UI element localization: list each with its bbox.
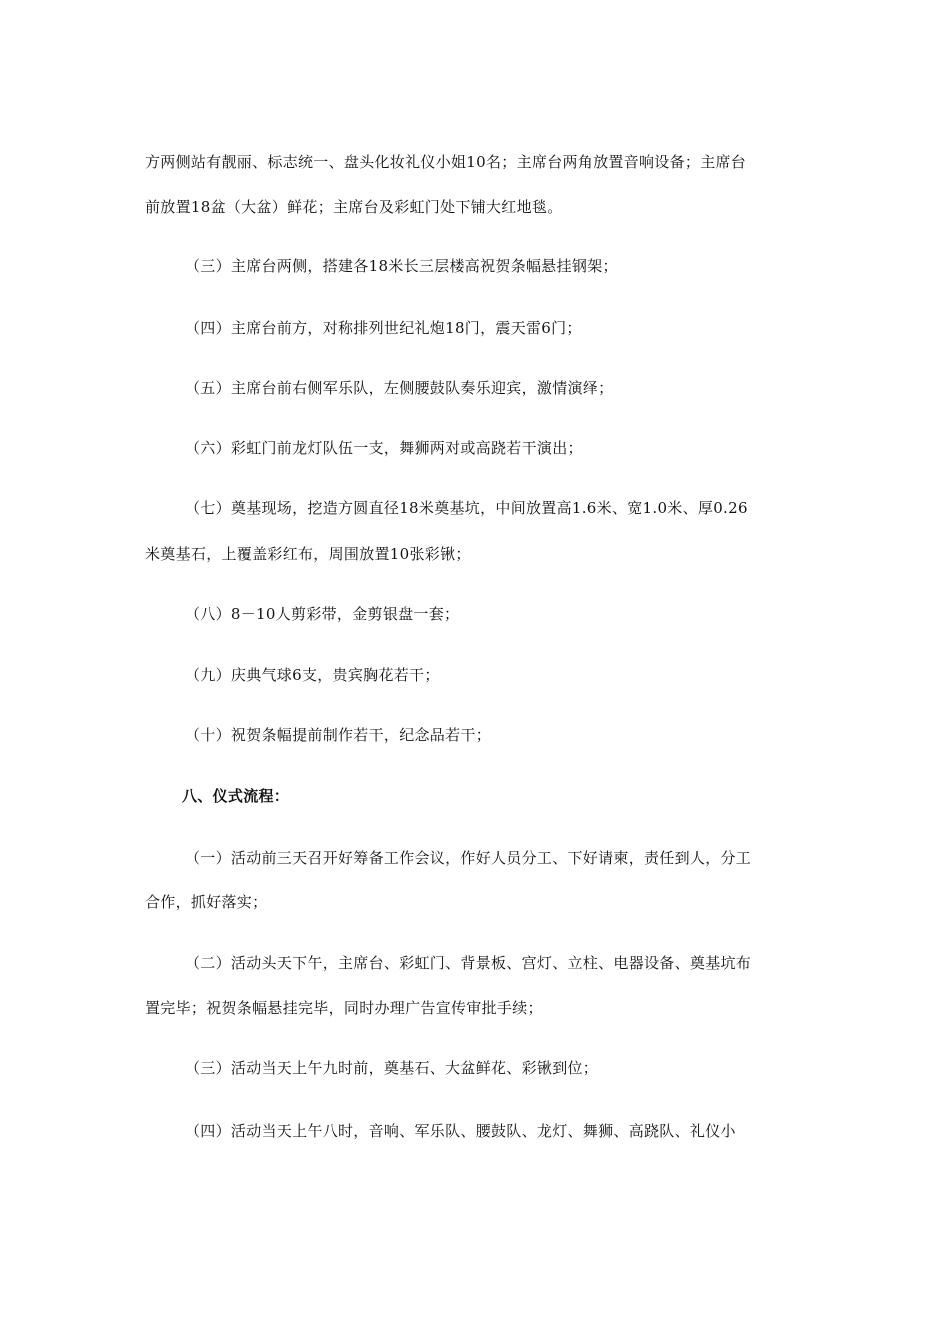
list-item-4: （四）主席台前方，对称排列世纪礼炮18门，震天雷6门；: [185, 319, 582, 337]
process-item-4: （四）活动当天上午八时，音响、军乐队、腰鼓队、龙灯、舞狮、高跷队、礼仪小: [185, 1122, 736, 1140]
paragraph-line: 前放置18盆（大盆）鲜花；主席台及彩虹门处下铺大红地毯。: [145, 198, 563, 216]
list-item-7: （七）奠基现场，挖造方圆直径18米奠基坑，中间放置高1.6米、宽1.0米、厚0.26: [185, 499, 748, 517]
list-item-10: （十）祝贺条幅提前制作若干，纪念品若干；: [185, 726, 492, 744]
list-item-7-continued: 米奠基石，上覆盖彩红布，周围放置10张彩锹；: [145, 545, 471, 563]
list-item-9: （九）庆典气球6支，贵宾胸花若干；: [185, 666, 440, 684]
list-item-8: （八）8－10人剪彩带，金剪银盘一套；: [185, 605, 460, 623]
process-item-1: （一）活动前三天召开好筹备工作会议，作好人员分工、下好请柬，责任到人，分工: [185, 849, 752, 867]
process-item-3: （三）活动当天上午九时前，奠基石、大盆鲜花、彩锹到位；: [185, 1059, 599, 1077]
process-item-1-continued: 合作，抓好落实；: [145, 893, 268, 911]
list-item-6: （六）彩虹门前龙灯队伍一支，舞狮两对或高跷若干演出；: [185, 439, 583, 457]
list-item-5: （五）主席台前右侧军乐队，左侧腰鼓队奏乐迎宾，激情演绎；: [185, 379, 614, 397]
list-item-3: （三）主席台两侧，搭建各18米长三层楼高祝贺条幅悬挂钢架；: [185, 257, 618, 275]
paragraph-line: 方两侧站有靓丽、标志统一、盘头化妆礼仪小姐10名；主席台两角放置音响设备；主席台: [145, 153, 747, 171]
process-item-2-continued: 置完毕；祝贺条幅悬挂完毕，同时办理广告宣传审批手续；: [145, 999, 543, 1017]
process-item-2: （二）活动头天下午，主席台、彩虹门、背景板、宫灯、立柱、电器设备、奠基坑布: [185, 954, 752, 972]
section-heading: 八、仪式流程：: [182, 787, 290, 805]
